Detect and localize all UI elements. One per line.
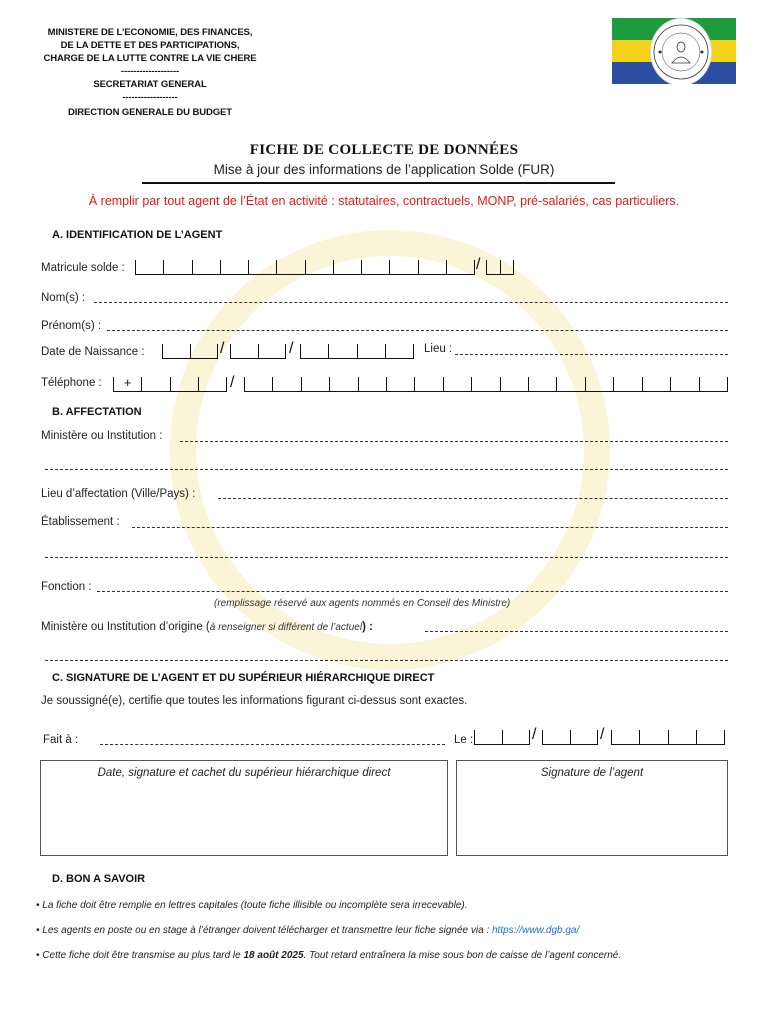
sign-day-boxes[interactable] [474, 730, 530, 745]
lieu-field[interactable] [455, 353, 728, 355]
fonction-field[interactable] [97, 590, 728, 592]
birth-year-boxes[interactable] [300, 344, 414, 359]
ministere-label: Ministère ou Institution : [41, 430, 163, 442]
phone-prefix-boxes[interactable] [113, 377, 227, 392]
etablissement-field[interactable] [132, 526, 728, 528]
matricule-key-box[interactable] [486, 260, 514, 275]
deadline-text-post: . Tout retard entraînera la mise sous bon de caisse de l’agent concerné. [303, 950, 622, 961]
nom-field[interactable] [94, 301, 728, 303]
title-rule [142, 182, 615, 184]
info-item-abroad [36, 925, 579, 936]
sign-year-boxes[interactable] [611, 730, 725, 745]
phone-number-boxes[interactable] [244, 377, 728, 392]
fonction-label: Fonction : [41, 581, 92, 593]
deadline-text-pre: • Cette fiche doit être transmise au plus tard le [36, 950, 244, 961]
gabon-flag-emblem [612, 18, 736, 84]
fonction-note: (remplissage réservé aux agents nommés en Conseil des Ministre) [214, 598, 511, 609]
republic-seal [650, 18, 712, 84]
birth-day-boxes[interactable] [162, 344, 218, 359]
matricule-boxes[interactable] [135, 260, 475, 275]
nom-label: Nom(s) : [41, 292, 86, 304]
agent-signature-caption: Signature de l’agent [540, 767, 644, 779]
fait-label: Fait à : [43, 734, 79, 746]
prenom-label: Prénom(s) : [41, 320, 102, 332]
origine-label-end: ) : [362, 621, 373, 633]
prenom-field[interactable] [107, 329, 728, 331]
slash-separator: / [600, 726, 605, 743]
origine-label-text: Ministère ou Institution d’origine ( [41, 621, 210, 633]
slash-separator: / [532, 726, 537, 743]
slash-separator: / [289, 340, 294, 357]
etablissement-label: Établissement : [41, 516, 120, 528]
plus-prefix: + [113, 377, 141, 391]
naissance-label: Date de Naissance : [41, 346, 145, 358]
slash-separator: / [220, 340, 225, 357]
lieu-label: Lieu : [424, 343, 453, 355]
sign-month-boxes[interactable] [542, 730, 598, 745]
section-d-heading: D. BON A SAVOIR [52, 873, 146, 885]
ministry-line: DIRECTION GENERALE DU BUDGET [68, 107, 232, 118]
info-item-capitals: • La fiche doit être remplie en lettres capitales (toute fiche illisible ou incomplète sera irrecevable). [36, 900, 468, 911]
lieu-affectation-label: Lieu d’affectation (Ville/Pays) : [41, 488, 196, 500]
slash-separator: / [230, 374, 235, 391]
section-c-heading: C. SIGNATURE DE L’AGENT ET DU SUPÉRIEUR HIÉRARCHIQUE DIRECT [52, 672, 435, 684]
matricule-label: Matricule solde : [41, 262, 125, 274]
ministere-field[interactable] [180, 440, 728, 442]
separator-line: ------------------ [122, 92, 178, 103]
ministry-line: DE LA DETTE ET DES PARTICIPATIONS, [60, 40, 240, 51]
slash-separator: / [476, 256, 481, 273]
origine-field[interactable] [425, 630, 728, 632]
origine-label [41, 621, 373, 633]
section-a-heading: A. IDENTIFICATION DE L’AGENT [52, 229, 223, 241]
certification-statement: Je soussigné(e), certifie que toutes les informations figurant ci-dessus sont exactes. [41, 695, 468, 707]
section-b-heading: B. AFFECTATION [52, 406, 142, 418]
fait-field[interactable] [100, 743, 445, 745]
ministry-line: SECRETARIAT GENERAL [93, 79, 207, 90]
le-label: Le : [454, 734, 474, 746]
form-title: FICHE DE COLLECTE DE DONNÉES [249, 142, 519, 158]
info-item-abroad-text: • Les agents en poste ou en stage à l’étranger doivent télécharger et transmettre leur fiche signée via : [36, 925, 492, 936]
separator-line: ------------------- [120, 66, 180, 77]
ministry-line: MINISTERE DE L’ECONOMIE, DES FINANCES, [47, 27, 253, 38]
info-item-deadline [36, 950, 621, 961]
deadline-date: 18 août 2025 [243, 950, 304, 961]
lieu-affectation-field[interactable] [218, 497, 728, 499]
form-subtitle: Mise à jour des informations de l’application Solde (FUR) [213, 162, 555, 177]
origine-field-line2[interactable] [45, 659, 728, 661]
seal-icon [652, 23, 710, 81]
superior-signature-box[interactable] [40, 760, 448, 856]
superior-signature-caption: Date, signature et cachet du supérieur hiérarchique direct [97, 767, 391, 779]
dgb-website-link[interactable]: https://www.dgb.ga/ [492, 925, 580, 936]
agent-signature-box[interactable] [456, 760, 728, 856]
origine-note: à renseigner si différent de l’actuel [209, 622, 363, 633]
ministry-line: CHARGE DE LA LUTTE CONTRE LA VIE CHERE [43, 53, 257, 64]
ministry-header [30, 26, 270, 119]
etablissement-field-line2[interactable] [45, 556, 728, 558]
ministere-field-line2[interactable] [45, 468, 728, 470]
birth-month-boxes[interactable] [230, 344, 286, 359]
fill-instructions: À remplir par tout agent de l’État en activité : statutaires, contractuels, MONP, pré-salariés, cas particuliers. [88, 194, 680, 208]
telephone-label: Téléphone : [41, 377, 102, 389]
